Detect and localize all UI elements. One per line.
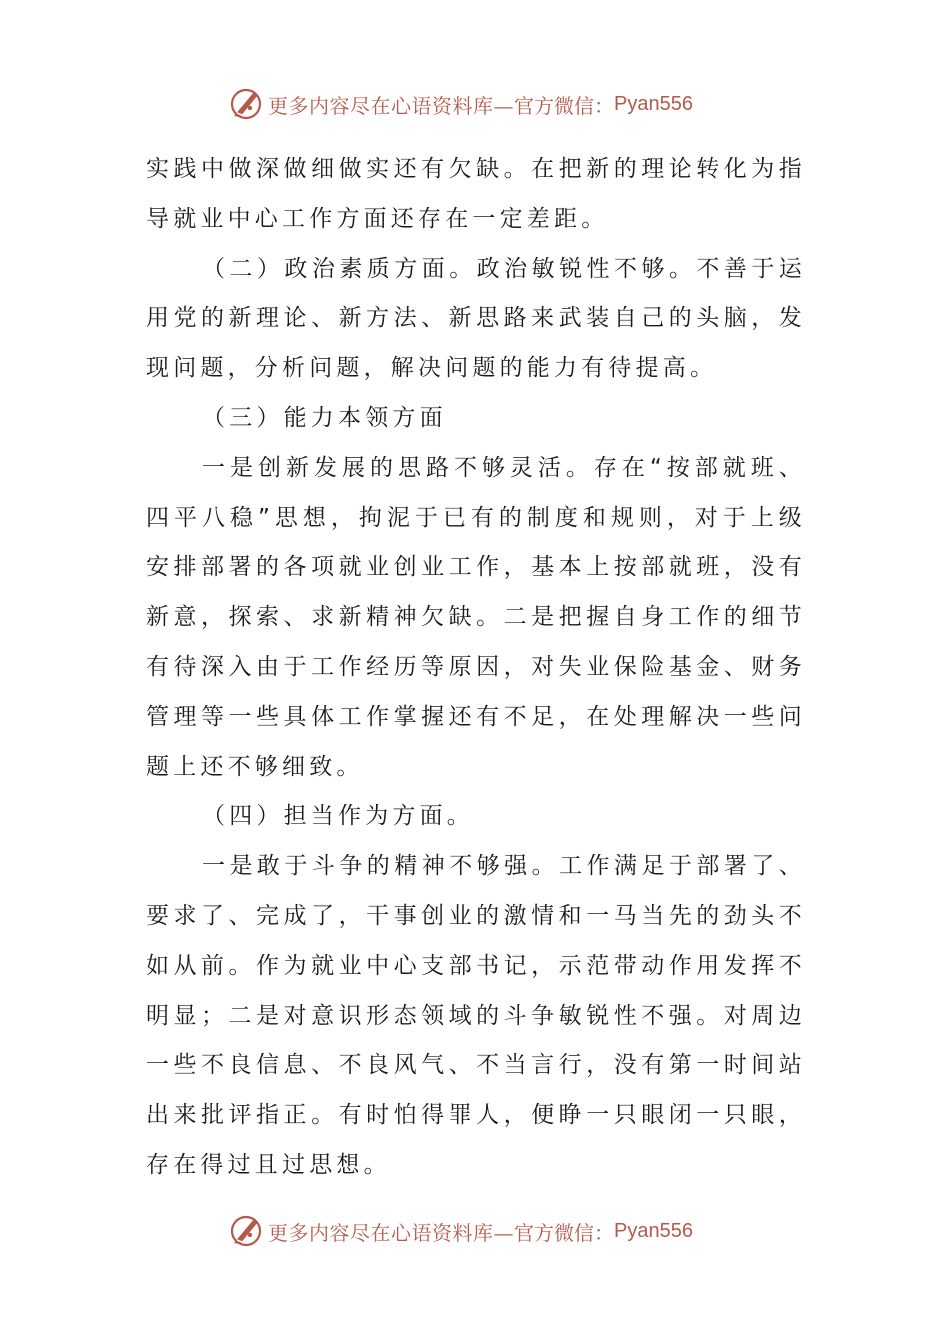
heading-ability: （三）能力本领方面 <box>202 404 447 431</box>
watermark-text: 更多内容尽在心语资料库— <box>268 93 514 118</box>
paragraph-responsibility: 一是敢于斗争的精神不够强。工作满足于部署了、要求了、完成了，干事创业的激情和一马当先的劲头不如从前。作为就业中心支部书记，示范带动作用发挥不明显；二是对意识形态领域的斗争敏锐性不强。对周边一些不良信息、不良风气、不当言行，没有第一时间站出来批评指正。有时怕得罪人，便睁一只眼闭一只眼，存在得过且过思想。 <box>146 853 806 1178</box>
watermark-banner-top <box>228 84 748 124</box>
watermark-wechat-label: 官方微信： <box>514 93 614 118</box>
watermark-wechat-id: Pyan556 <box>614 92 693 115</box>
paragraph-ability: 一是创新发展的思路不够灵活。存在“按部就班、四平八稳”思想，拘泥于已有的制度和规则，对于上级安排部署的各项就业创业工作，基本上按部就班，没有新意，探索、求新精神欠缺。二是把握自身工作的细节有待深入由于工作经历等原因，对失业保险基金、财务管理等一些具体工作掌握还有不足，在处理解决一些问题上还不够细致。 <box>146 454 806 780</box>
document-body <box>146 145 806 1191</box>
pen-logo-icon <box>228 1213 264 1249</box>
paragraph-political-quality: （二）政治素质方面。政治敏锐性不够。不善于运用党的新理论、新方法、新思路来武装自己的头脑，发现问题，分析问题，解决问题的能力有待提高。 <box>146 255 806 382</box>
watermark-wechat-label: 官方微信： <box>514 1220 614 1245</box>
paragraph-continuation: 实践中做深做细做实还有欠缺。在把新的理论转化为指导就业中心工作方面还存在一定差距。 <box>146 156 806 232</box>
pen-logo-icon <box>228 86 264 122</box>
watermark-wechat-id: Pyan556 <box>614 1219 693 1242</box>
watermark-text: 更多内容尽在心语资料库— <box>268 1220 514 1245</box>
heading-responsibility: （四）担当作为方面。 <box>202 803 474 830</box>
watermark-banner-bottom <box>228 1211 748 1251</box>
